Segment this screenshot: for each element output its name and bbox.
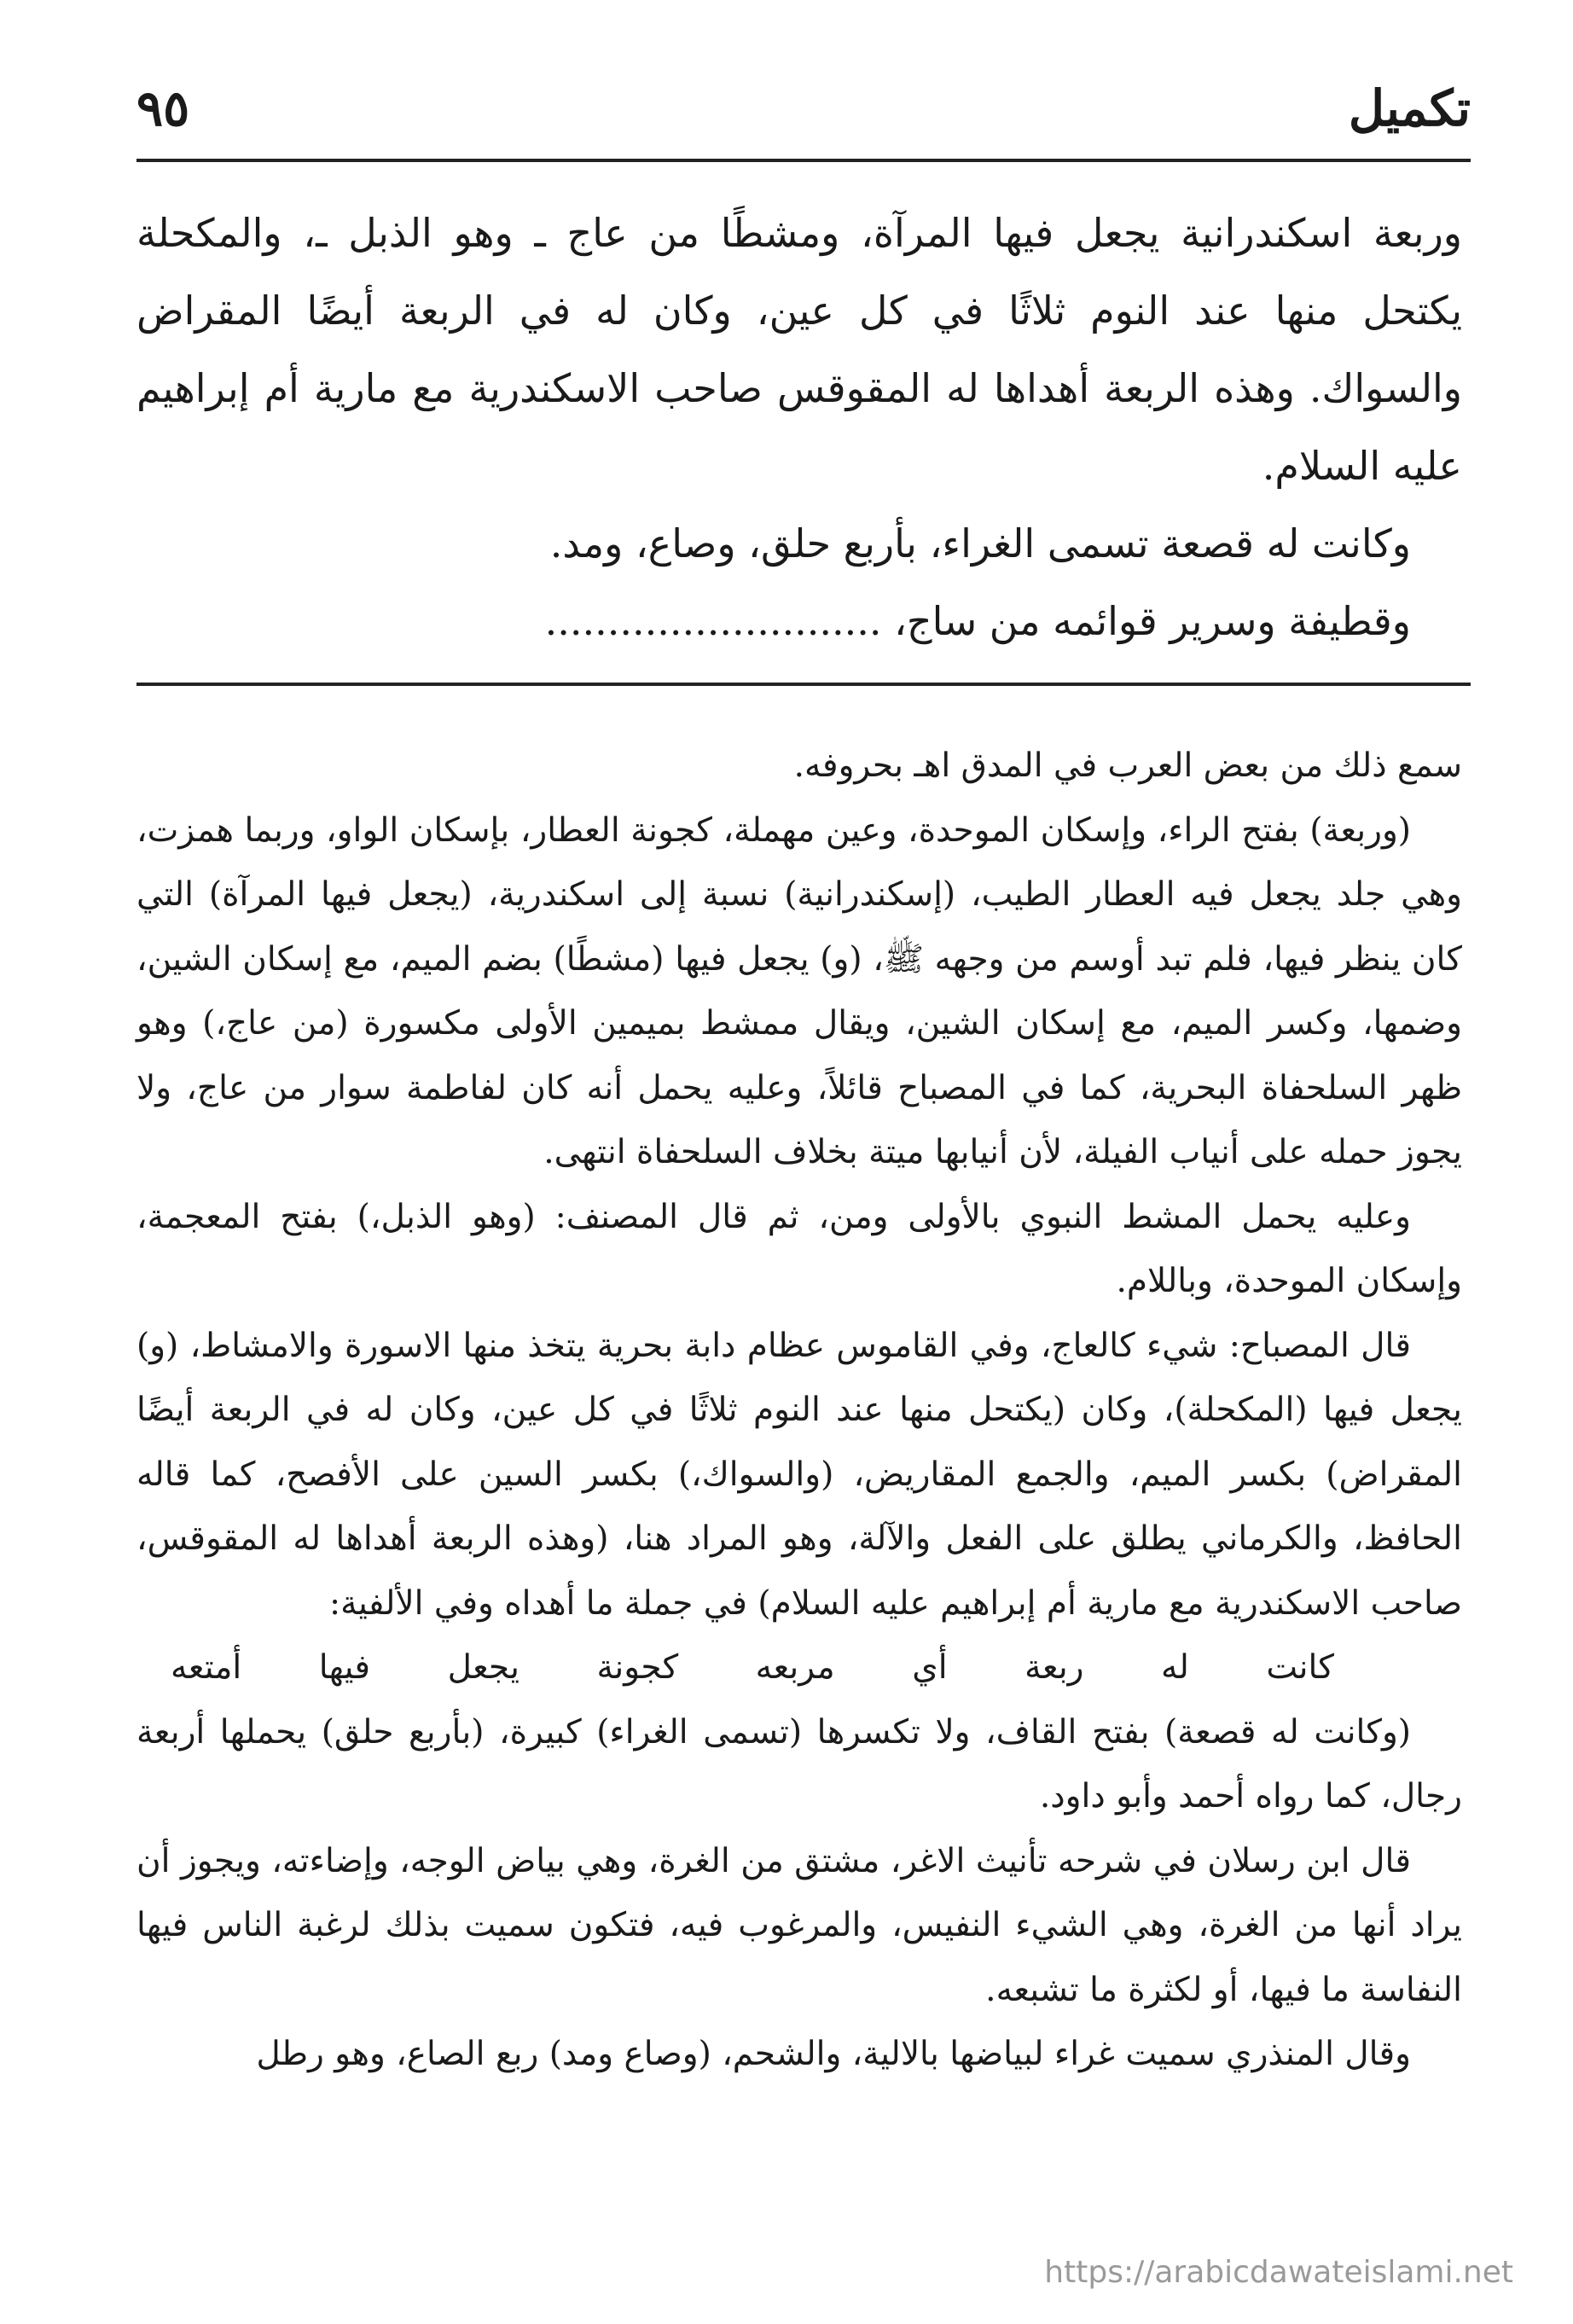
watermark-url: https://arabicdawateislami.net: [1044, 2255, 1513, 2290]
commentary-paragraph-3: وعليه يحمل المشط النبوي بالأولى ومن، ثم قال المصنف: (وهو الذبل،) بفتح المعجمة، وإسكان الموحدة، وباللام.: [136, 1197, 1462, 1300]
main-text: [136, 195, 1462, 660]
commentary-paragraph-4: قال المصباح: شيء كالعاج، وفي القاموس عظام دابة بحرية يتخذ منها الاسورة والامشاط، (و) يجعل فيها (المكحلة)، وكان (يكتحل منها عند النوم ثلاثًا في كل عين، وكان له في الربعة أيضًا المقراض) بكسر الميم، والجمع المقاريض، (والسواك،) بكسر السين على الأفصح، كما قاله الحافظ، والكرماني يطلق على الفعل والآلة، وهو المراد هنا، (وهذه الربعة أهداها له المقوقس، صاحب الاسكندرية مع مارية أم إبراهيم عليه السلام) في جملة ما أهداه وفي الألفية:: [136, 1326, 1462, 1623]
main-line-bed: وقطيفة وسرير قوائمه من ساج، ...........................: [544, 598, 1411, 644]
main-paragraph: وربعة اسكندرانية يجعل فيها المرآة، ومشطًا من عاج ـ وهو الذبل ـ، والمكحلة يكتحل منها عند النوم ثلاثًا في كل عين، وكان له في الربعة أيضًا المقراض والسواك. وهذه الربعة أهداها له المقوقس صاحب الاسكندرية مع مارية أم إبراهيم عليه السلام.: [136, 210, 1462, 489]
commentary-paragraph-1: سمع ذلك من بعض العرب في المدق اهـ بحروفه.: [793, 747, 1462, 785]
running-title: تكميل: [1348, 79, 1471, 137]
header-rule: [136, 159, 1471, 162]
commentary: [136, 734, 1462, 2087]
main-line-bowl: وكانت له قصعة تسمى الغراء، بأربع حلق، وصاع، ومد.: [549, 520, 1411, 566]
section-rule: [136, 683, 1471, 686]
commentary-paragraph-7: وقال المنذري سميت غراء لبياضها بالالية، والشحم، (وصاع ومد) ربع الصاع، وهو رطل: [256, 2035, 1411, 2073]
poem-verse: كانت له ربعة أي مربعه كجونة يجعل فيها أمتعه: [171, 1648, 1334, 1687]
commentary-paragraph-6: قال ابن رسلان في شرحه تأنيث الاغر، مشتق من الغرة، وهي بياض الوجه، وإضاءته، ويجوز أن يراد أنها من الغرة، وهي الشيء النفيس، والمرغوب فيه، فتكون سميت بذلك لرغبة الناس فيها النفاسة ما فيها، أو لكثرة ما تشبعه.: [136, 1841, 1462, 2009]
page-number: ٩٥: [136, 79, 190, 137]
commentary-paragraph-2: (وربعة) بفتح الراء، وإسكان الموحدة، وعين مهملة، كجونة العطار، بإسكان الواو، وربما همزت، وهي جلد يجعل فيه العطار الطيب، (إسكندرانية) نسبة إلى اسكندرية، (يجعل فيها المرآة) التي كان ينظر فيها، فلم تبد أوسم من وجهه ﷺ، (و) يجعل فيها (مشطًا) بضم الميم، مع إسكان الشين، وضمها، وكسر الميم، مع إسكان الشين، ويقال ممشط بميمين الأولى مكسورة (من عاج،) وهو ظهر السلحفاة البحرية، كما في المصباح قائلاً، وعليه يحمل أنه كان لفاطمة سوار من عاج، ولا يجوز حمله على أنياب الفيلة، لأن أنيابها ميتة بخلاف السلحفاة انتهى.: [136, 810, 1462, 1171]
commentary-paragraph-5: (وكانت له قصعة) بفتح القاف، ولا تكسرها (تسمى الغراء) كبيرة، (بأربع حلق) يحملها أربعة رجال، كما رواه أحمد وأبو داود.: [136, 1712, 1462, 1816]
page-header: [136, 70, 1471, 147]
